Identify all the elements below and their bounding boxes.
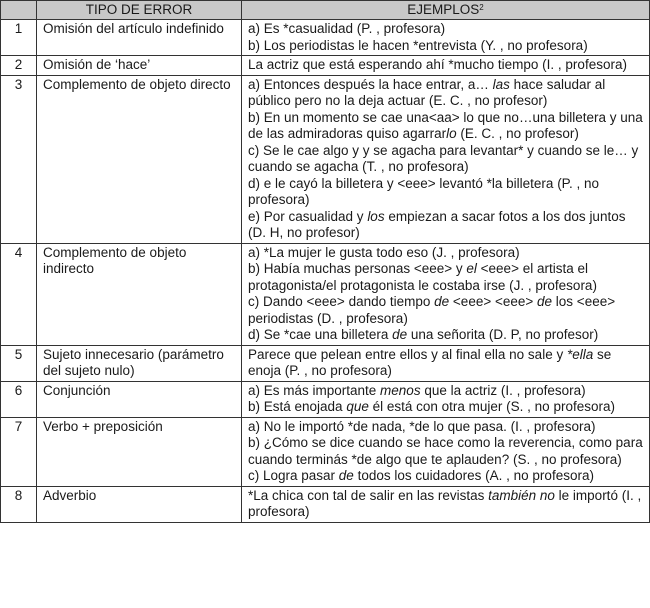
example-segment: <eee> el artista el protagonista/el protagonista le costaba irse (J. , profesora) bbox=[248, 261, 597, 293]
header-examples bbox=[242, 1, 650, 20]
example-italic-segment: *ella bbox=[566, 346, 594, 362]
table-row bbox=[1, 75, 650, 243]
example-segment: a) Es *casualidad (P. , profesora) bbox=[248, 21, 446, 36]
error-type: Sujeto innecesario (parámetro del sujeto nulo) bbox=[37, 345, 242, 381]
example-segment: hace saludar al público pero no la deja actuar (E. C. , no profesor) bbox=[248, 76, 606, 108]
table-row bbox=[1, 345, 650, 381]
row-number: 3 bbox=[1, 75, 37, 243]
example-segment: <eee> <eee> bbox=[449, 294, 538, 309]
example-line bbox=[248, 38, 645, 55]
example-segment: él está con otra mujer (S. , no profesora) bbox=[368, 399, 615, 414]
examples-cell bbox=[242, 243, 650, 345]
error-type: Adverbio bbox=[37, 486, 242, 522]
example-segment: d) e le cayó la billetera y <eee> levantó *la billetera (P. , no profesora) bbox=[248, 175, 599, 207]
row-number: 1 bbox=[1, 20, 37, 56]
error-type: Omisión de ‘hace’ bbox=[37, 56, 242, 76]
example-line bbox=[248, 245, 645, 262]
example-italic-segment: lo bbox=[446, 126, 457, 141]
row-number: 6 bbox=[1, 381, 37, 417]
example-segment: b) Está enojada bbox=[248, 399, 347, 414]
example-line bbox=[248, 110, 645, 143]
example-segment: *La chica con tal de salir en las revistas bbox=[248, 487, 489, 503]
header-examples-label: EJEMPLOS bbox=[407, 2, 480, 17]
example-line bbox=[248, 383, 645, 400]
table-row bbox=[1, 243, 650, 345]
example-italic-segment: de bbox=[338, 468, 354, 483]
examples-cell bbox=[242, 75, 650, 243]
example-italic-segment: también no bbox=[488, 487, 555, 503]
row-number: 4 bbox=[1, 243, 37, 345]
example-line bbox=[248, 347, 645, 380]
examples-cell bbox=[242, 345, 650, 381]
example-segment: b) Los periodistas le hacen *entrevista (Y. , no profesora) bbox=[248, 37, 588, 53]
example-italic-segment: de bbox=[392, 327, 408, 342]
example-line bbox=[248, 209, 645, 242]
example-italic-segment: que bbox=[346, 399, 369, 414]
header-type: TIPO DE ERROR bbox=[37, 1, 242, 20]
table-row bbox=[1, 381, 650, 417]
example-line bbox=[248, 419, 645, 436]
table-row bbox=[1, 486, 650, 522]
example-segment: a) Entonces después la hace entrar, a… bbox=[248, 76, 493, 92]
error-type: Verbo + preposición bbox=[37, 417, 242, 486]
header-num bbox=[1, 1, 37, 20]
example-italic-segment: menos bbox=[380, 382, 421, 398]
example-line bbox=[248, 143, 645, 176]
examples-cell bbox=[242, 20, 650, 56]
example-line bbox=[248, 399, 645, 416]
example-segment: b) ¿Cómo se dice cuando se hace como la reverencia, como para cuando terminás *de algo que te aplauden? (S. , no profesora) bbox=[248, 435, 643, 467]
error-type: Omisión del artículo indefinido bbox=[37, 20, 242, 56]
example-segment: c) Se le cae algo y y se agacha para levantar* y cuando se le… y cuando se agacha (T. , no profesora) bbox=[248, 142, 639, 174]
example-segment: se enoja (P. , no profesora) bbox=[248, 346, 612, 378]
example-italic-segment: el bbox=[466, 261, 477, 276]
footnote-marker: 2 bbox=[479, 3, 484, 12]
example-segment: Parece que pelean entre ellos y al final ella no sale y bbox=[248, 346, 567, 362]
header-row bbox=[1, 1, 650, 20]
examples-cell bbox=[242, 56, 650, 76]
example-segment: a) No le importó *de nada, *de lo que pasa. (I. , profesora) bbox=[248, 418, 596, 434]
example-segment: b) En un momento se cae una<aa> lo que no…una billetera y una de las admiradoras quiso agarrar bbox=[248, 109, 643, 141]
table-row bbox=[1, 56, 650, 76]
example-line bbox=[248, 294, 645, 327]
example-segment: c) Dando <eee> dando tiempo bbox=[248, 294, 435, 309]
example-segment: empiezan a sacar fotos a los dos juntos (D. H, no profesor) bbox=[248, 208, 626, 240]
row-number: 2 bbox=[1, 56, 37, 76]
row-number: 5 bbox=[1, 345, 37, 381]
example-line bbox=[248, 468, 645, 485]
error-type: Complemento de objeto indirecto bbox=[37, 243, 242, 345]
example-line bbox=[248, 57, 645, 74]
example-segment: b) Había muchas personas <eee> y bbox=[248, 261, 467, 276]
error-type: Conjunción bbox=[37, 381, 242, 417]
example-segment: una señorita (D. P, no profesor) bbox=[407, 327, 599, 342]
error-type: Complemento de objeto directo bbox=[37, 75, 242, 243]
table-row bbox=[1, 20, 650, 56]
example-segment: d) Se *cae una billetera bbox=[248, 327, 393, 342]
example-segment: le importó (I. , profesora) bbox=[248, 487, 642, 519]
examples-cell bbox=[242, 381, 650, 417]
example-line bbox=[248, 435, 645, 468]
row-number: 7 bbox=[1, 417, 37, 486]
example-italic-segment: de bbox=[434, 294, 450, 309]
example-segment: que la actriz (I. , profesora) bbox=[420, 382, 586, 398]
example-italic-segment: los bbox=[367, 208, 385, 224]
example-segment: a) *La mujer le gusta todo eso (J. , profesora) bbox=[248, 244, 520, 260]
example-segment: (E. C. , no profesor) bbox=[456, 126, 579, 141]
example-line bbox=[248, 261, 645, 294]
example-line bbox=[248, 77, 645, 110]
example-segment: e) Por casualidad y bbox=[248, 208, 368, 224]
row-number: 8 bbox=[1, 486, 37, 522]
example-line bbox=[248, 488, 645, 521]
example-segment: La actriz que está esperando ahí *mucho tiempo (I. , profesora) bbox=[248, 57, 627, 72]
examples-cell bbox=[242, 417, 650, 486]
table-row bbox=[1, 417, 650, 486]
examples-cell bbox=[242, 486, 650, 522]
example-italic-segment: las bbox=[492, 76, 510, 92]
example-segment: los <eee> periodistas (D. , profesora) bbox=[248, 294, 616, 326]
example-segment: a) Es más importante bbox=[248, 382, 381, 398]
example-segment: c) Logra pasar bbox=[248, 468, 339, 483]
example-line bbox=[248, 327, 645, 344]
example-line bbox=[248, 21, 645, 38]
example-line bbox=[248, 176, 645, 209]
example-segment: todos los cuidadores (A. , no profesora) bbox=[353, 468, 594, 483]
example-italic-segment: de bbox=[537, 294, 553, 309]
